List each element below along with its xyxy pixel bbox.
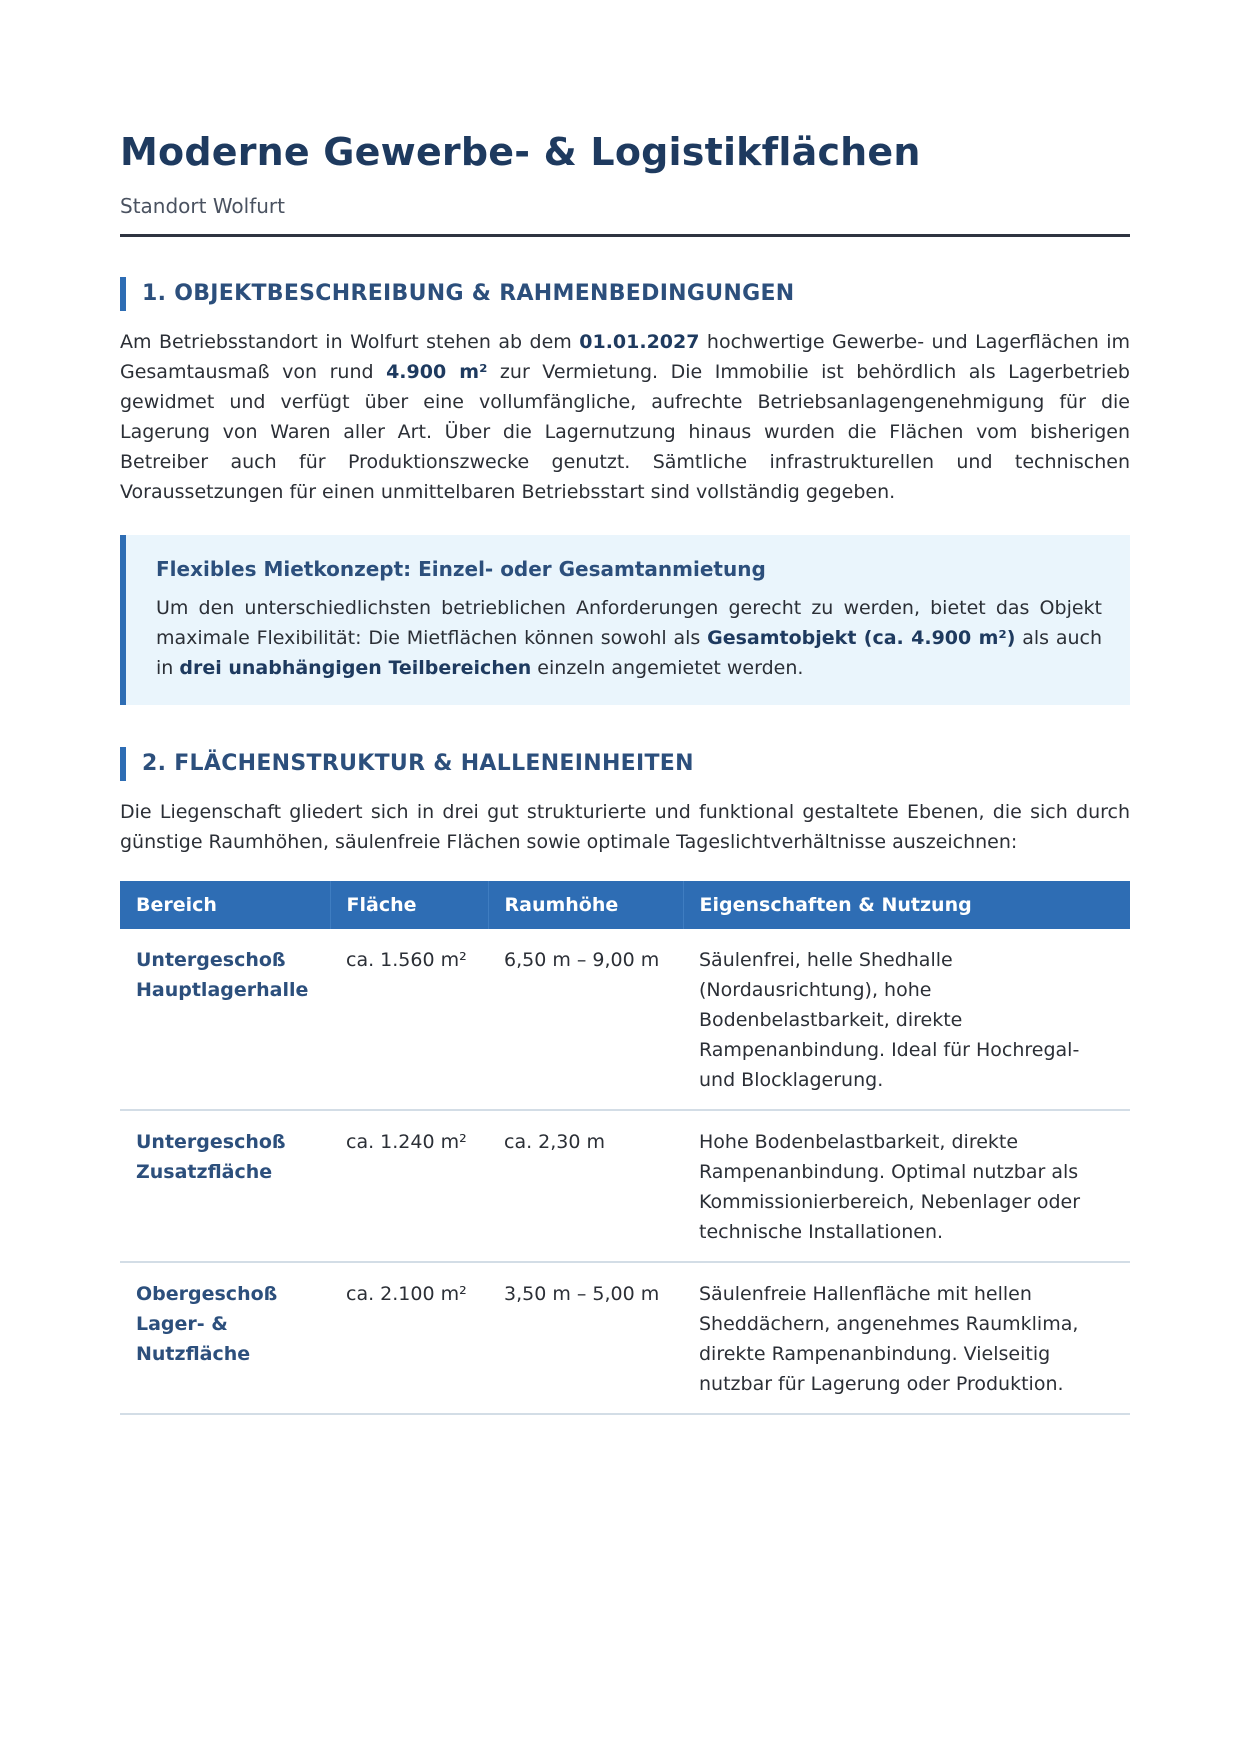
text-run: einzeln angemietet werden. <box>531 656 804 679</box>
height-cell: 6,50 m – 9,00 m <box>488 929 683 1110</box>
size-cell: ca. 2.100 m² <box>330 1262 488 1414</box>
section-accent-bar <box>120 747 126 781</box>
column-header: Fläche <box>330 881 488 929</box>
area-name-line: Untergeschoß <box>136 1130 286 1153</box>
callout-title: Flexibles Mietkonzept: Einzel- oder Gesamtanmietung <box>156 556 766 581</box>
size-cell: ca. 1.560 m² <box>330 929 488 1110</box>
section-heading-1 <box>120 277 1130 311</box>
area-name-line: Hauptlagerhalle <box>136 978 309 1001</box>
description-cell: Säulenfreie Hallenfläche mit hellen Sheddächern, angenehmes Raumklima, direkte Rampenanbindung. Vielseitig nutzbar für Lagerung oder Produktion. <box>683 1262 1130 1414</box>
height-cell: 3,50 m – 5,00 m <box>488 1262 683 1414</box>
callout-box <box>120 535 1130 705</box>
area-name-line: Untergeschoß <box>136 948 286 971</box>
section-accent-bar <box>120 277 126 311</box>
description-cell: Hohe Bodenbelastbarkeit, direkte Rampenanbindung. Optimal nutzbar als Kommissionierbereich, Nebenlager oder technische Installationen. <box>683 1110 1130 1262</box>
area-cell <box>120 1110 330 1262</box>
section-2-intro: Die Liegenschaft gliedert sich in drei gut strukturierte und funktional gestaltete Ebenen, die sich durch günstige Raumhöhen, säulenfreie Flächen sowie optimale Tageslichtverhältnisse auszeichnen: <box>120 800 1130 853</box>
table-row <box>120 929 1130 1110</box>
section-heading-1-text: 1. OBJEKTBESCHREIBUNG & RAHMENBEDINGUNGEN <box>142 281 795 307</box>
document-subtitle: Standort Wolfurt <box>120 193 285 218</box>
document-page <box>120 130 1130 1415</box>
text-run: Am Betriebsstandort in Wolfurt stehen ab dem <box>120 330 580 353</box>
start-date: 01.01.2027 <box>579 330 700 353</box>
description-cell: Säulenfrei, helle Shedhalle (Nordausrichtung), hohe Bodenbelastbarkeit, direkte Rampenanbindung. Ideal für Hochregal- und Blocklagerung. <box>683 929 1130 1110</box>
size-cell: ca. 1.240 m² <box>330 1110 488 1262</box>
text-run: als auch in <box>156 626 1102 679</box>
column-header: Eigenschaften & Nutzung <box>683 881 1130 929</box>
table-row <box>120 1262 1130 1414</box>
area-cell <box>120 1262 330 1414</box>
text-run: hochwertige Gewerbe- und Lagerflächen im Gesamtausmaß von rund <box>120 330 1131 383</box>
text-run: zur Vermietung. Die Immobilie ist behördlich als Lagerbetrieb gewidmet und verfügt über eine vollumfängliche, aufrechte Betriebsanlagengenehmigung für die Lagerung von Waren aller Art. Über die Lagernutzung hinaus wurden die Flächen vom bisherigen Betreiber auch für Produktionszwecke genutzt. Sämtliche infrastrukturellen und technischen Voraussetzungen für einen unmittelbaren Betriebsstart sind vollständig gegeben. <box>120 360 1130 503</box>
height-cell: ca. 2,30 m <box>488 1110 683 1262</box>
section-heading-2 <box>120 747 1130 781</box>
emphasis: drei unabhängigen Teilbereichen <box>179 656 532 679</box>
column-header: Raumhöhe <box>488 881 683 929</box>
column-header: Bereich <box>120 881 330 929</box>
emphasis: Gesamtobjekt (ca. 4.900 m²) <box>707 626 1016 649</box>
table-row <box>120 1110 1130 1262</box>
area-cell <box>120 929 330 1110</box>
title-divider <box>120 234 1130 237</box>
text-run: Um den unterschiedlichsten betrieblichen Anforderungen gerecht zu werden, bietet das Objekt maximale Flexibilität: Die Mietflächen können sowohl als <box>156 596 1102 649</box>
area-name-line: Nutzfläche <box>136 1342 251 1365</box>
area-name-line: Zusatzfläche <box>136 1160 273 1183</box>
table-header-row <box>120 881 1130 929</box>
callout-paragraph <box>156 593 1102 683</box>
area-table <box>120 881 1130 1415</box>
section-heading-2-text: 2. FLÄCHENSTRUKTUR & HALLENEINHEITEN <box>142 751 694 777</box>
document-title: Moderne Gewerbe- & Logistikflächen <box>120 130 921 174</box>
area-name-line: Obergeschoß <box>136 1282 278 1305</box>
section-1-paragraph <box>120 327 1130 507</box>
total-area: 4.900 m² <box>386 360 488 383</box>
area-name-line: Lager- & <box>136 1312 228 1335</box>
